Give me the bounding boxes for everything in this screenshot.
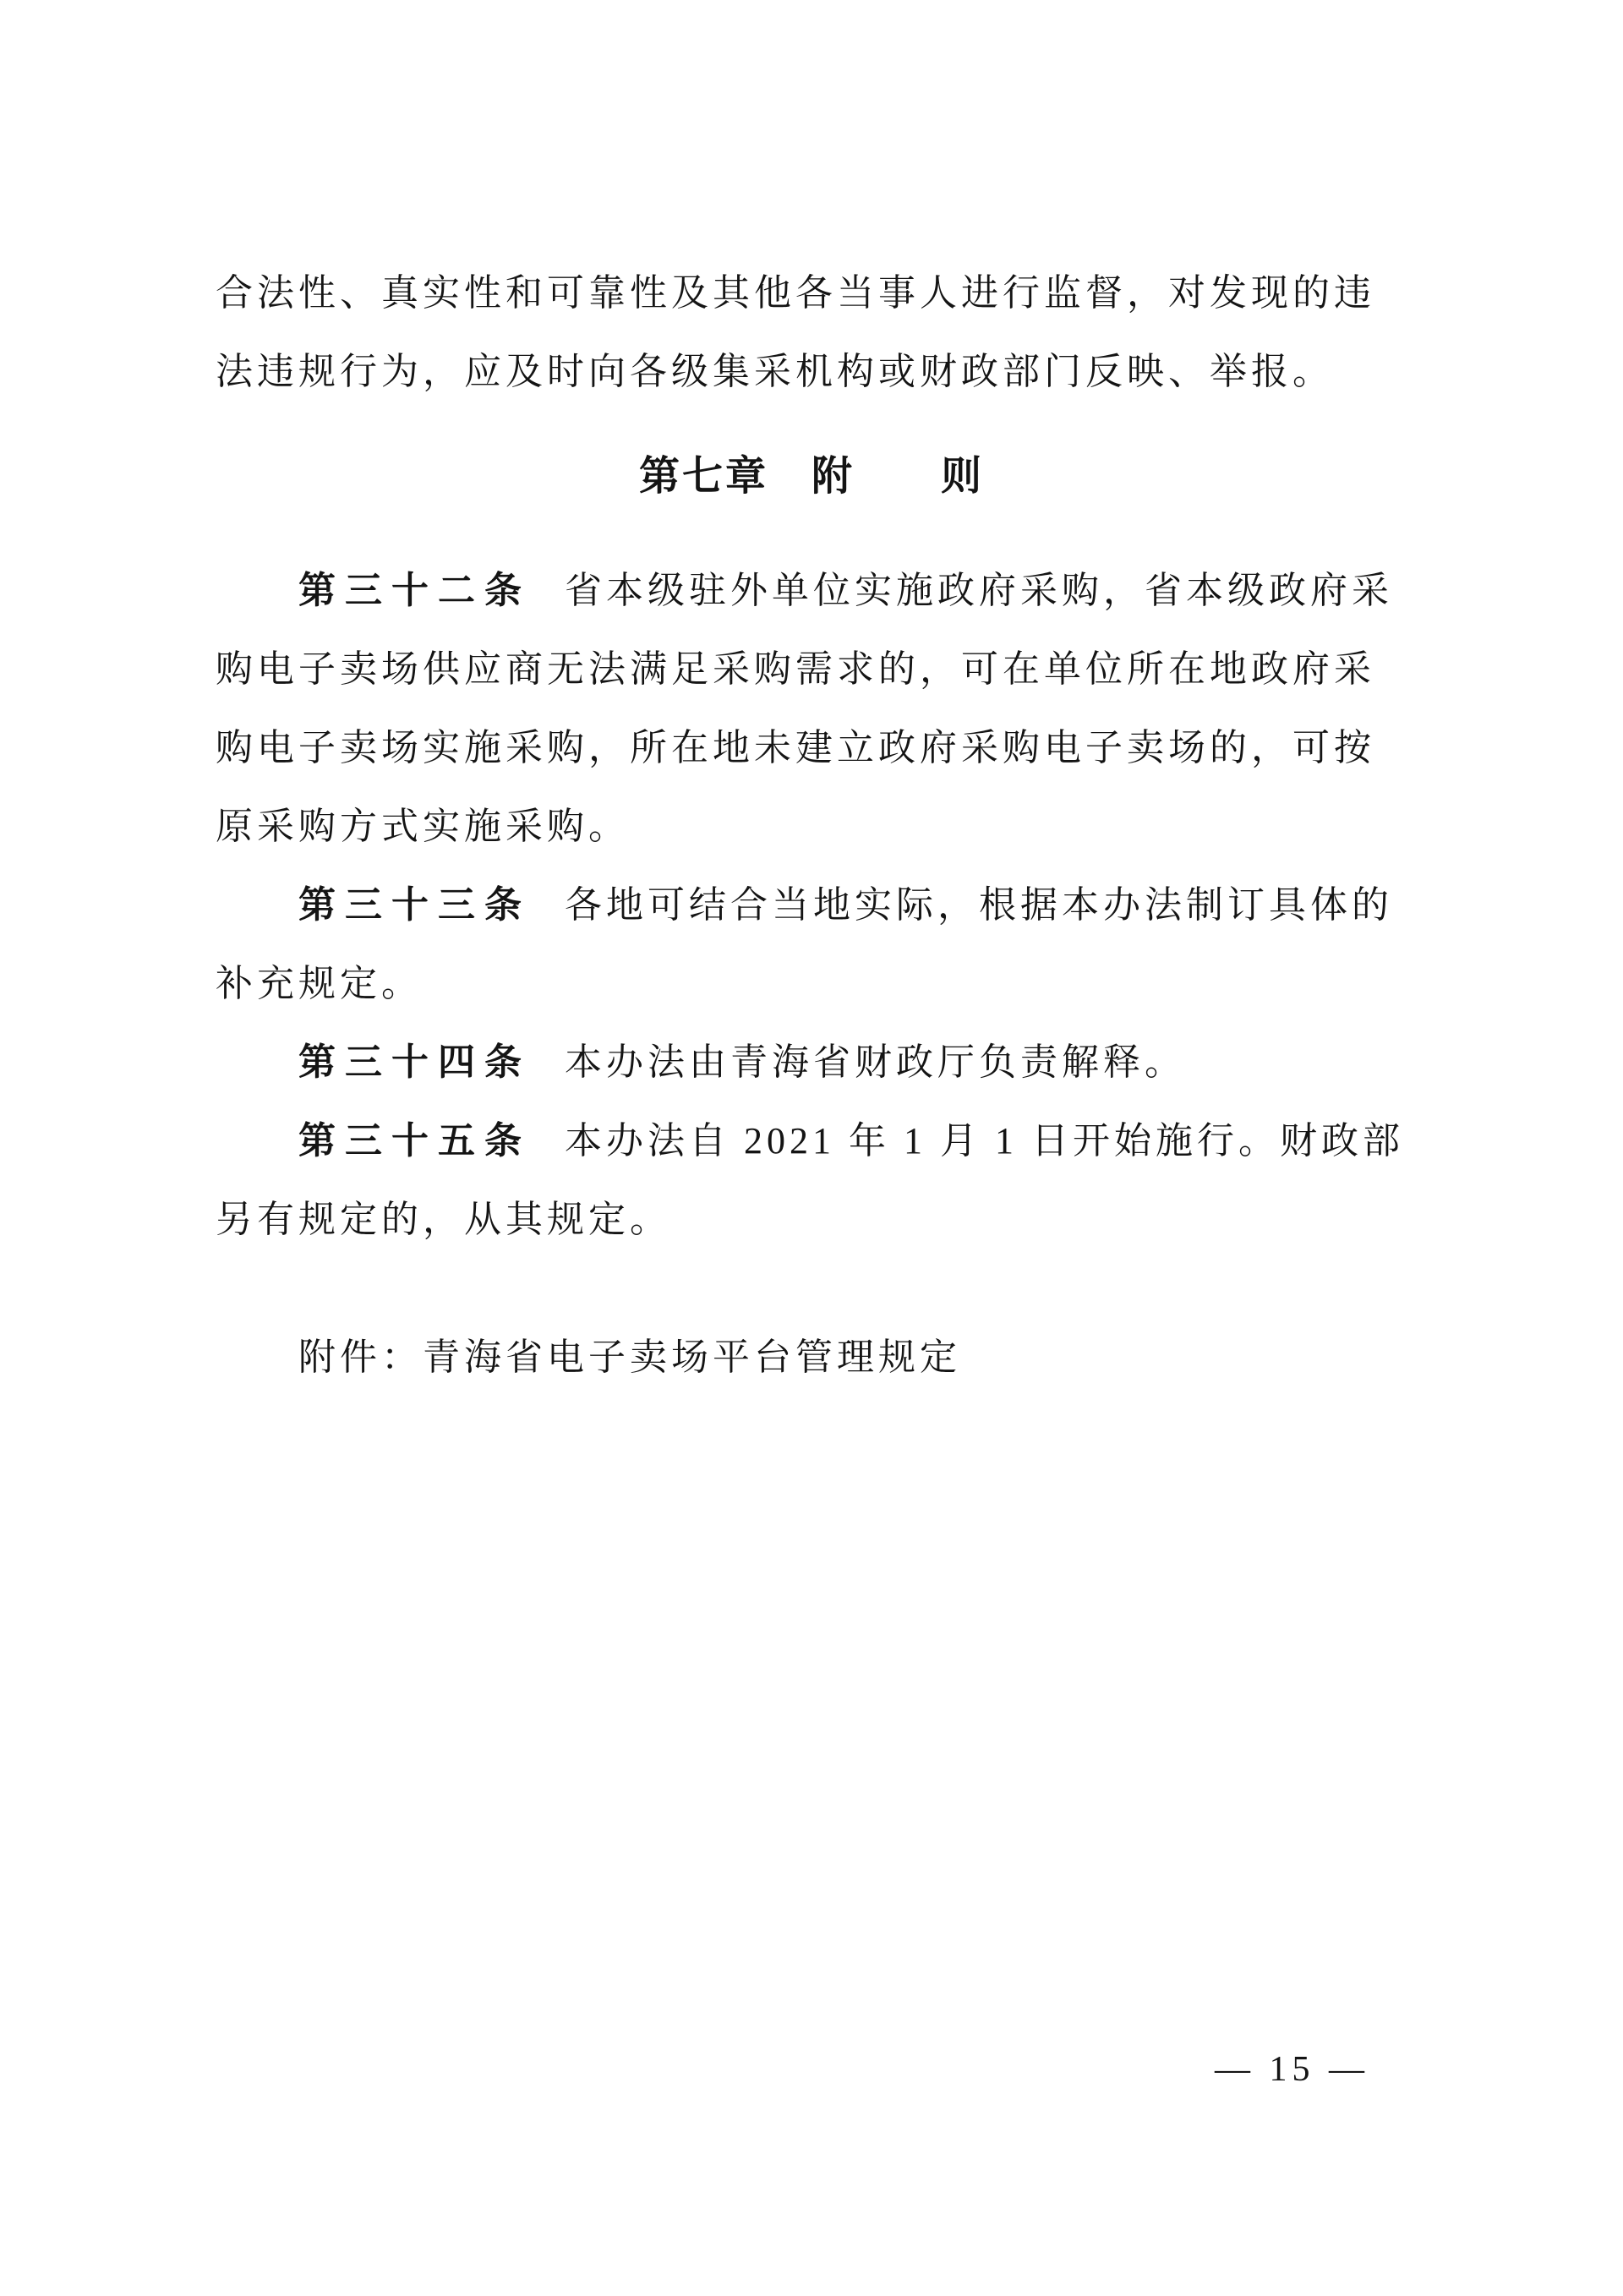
article-32-line-1	[216, 551, 1407, 630]
article-33-line-2: 补充规定。	[216, 963, 423, 1004]
article-32-line-4: 原采购方式实施采购。	[216, 806, 630, 847]
article-35-label: 第三十五条	[298, 1120, 531, 1162]
article-34-text-1: 本办法由青海省财政厅负责解释。	[565, 1041, 1186, 1083]
article-35-line-2: 另有规定的，从其规定。	[216, 1199, 671, 1240]
continuation-paragraph-line-2: 法违规行为，应及时向各级集采机构或财政部门反映、举报。	[216, 351, 1334, 392]
article-33-line-1	[216, 866, 1407, 944]
chapter-heading: 第七章 附 则	[638, 454, 984, 499]
article-33-label: 第三十三条	[298, 884, 531, 926]
article-34-line-1	[216, 1023, 1407, 1102]
article-32-line-3: 购电子卖场实施采购，所在地未建立政府采购电子卖场的，可按	[216, 727, 1375, 768]
article-35-text-1: 本办法自 2021 年 1 月 1 日开始施行。财政部	[565, 1120, 1404, 1162]
text-block	[216, 254, 1407, 1397]
article-34-label: 第三十四条	[298, 1041, 531, 1083]
page-number: — 15 —	[1215, 2050, 1369, 2089]
attachment-line: 附件：青海省电子卖场平台管理规定	[298, 1337, 961, 1378]
article-32-label: 第三十二条	[298, 570, 531, 611]
article-32-text-1: 省本级驻外单位实施政府采购，省本级政府采	[565, 570, 1393, 611]
continuation-paragraph-line-1: 合法性、真实性和可靠性及其他各当事人进行监督，对发现的违	[216, 272, 1375, 314]
article-33-text-1: 各地可结合当地实际，根据本办法制订具体的	[565, 884, 1393, 926]
article-35-line-1	[216, 1102, 1407, 1180]
article-32-line-2: 购电子卖场供应商无法满足采购需求的，可在单位所在地政府采	[216, 648, 1375, 690]
